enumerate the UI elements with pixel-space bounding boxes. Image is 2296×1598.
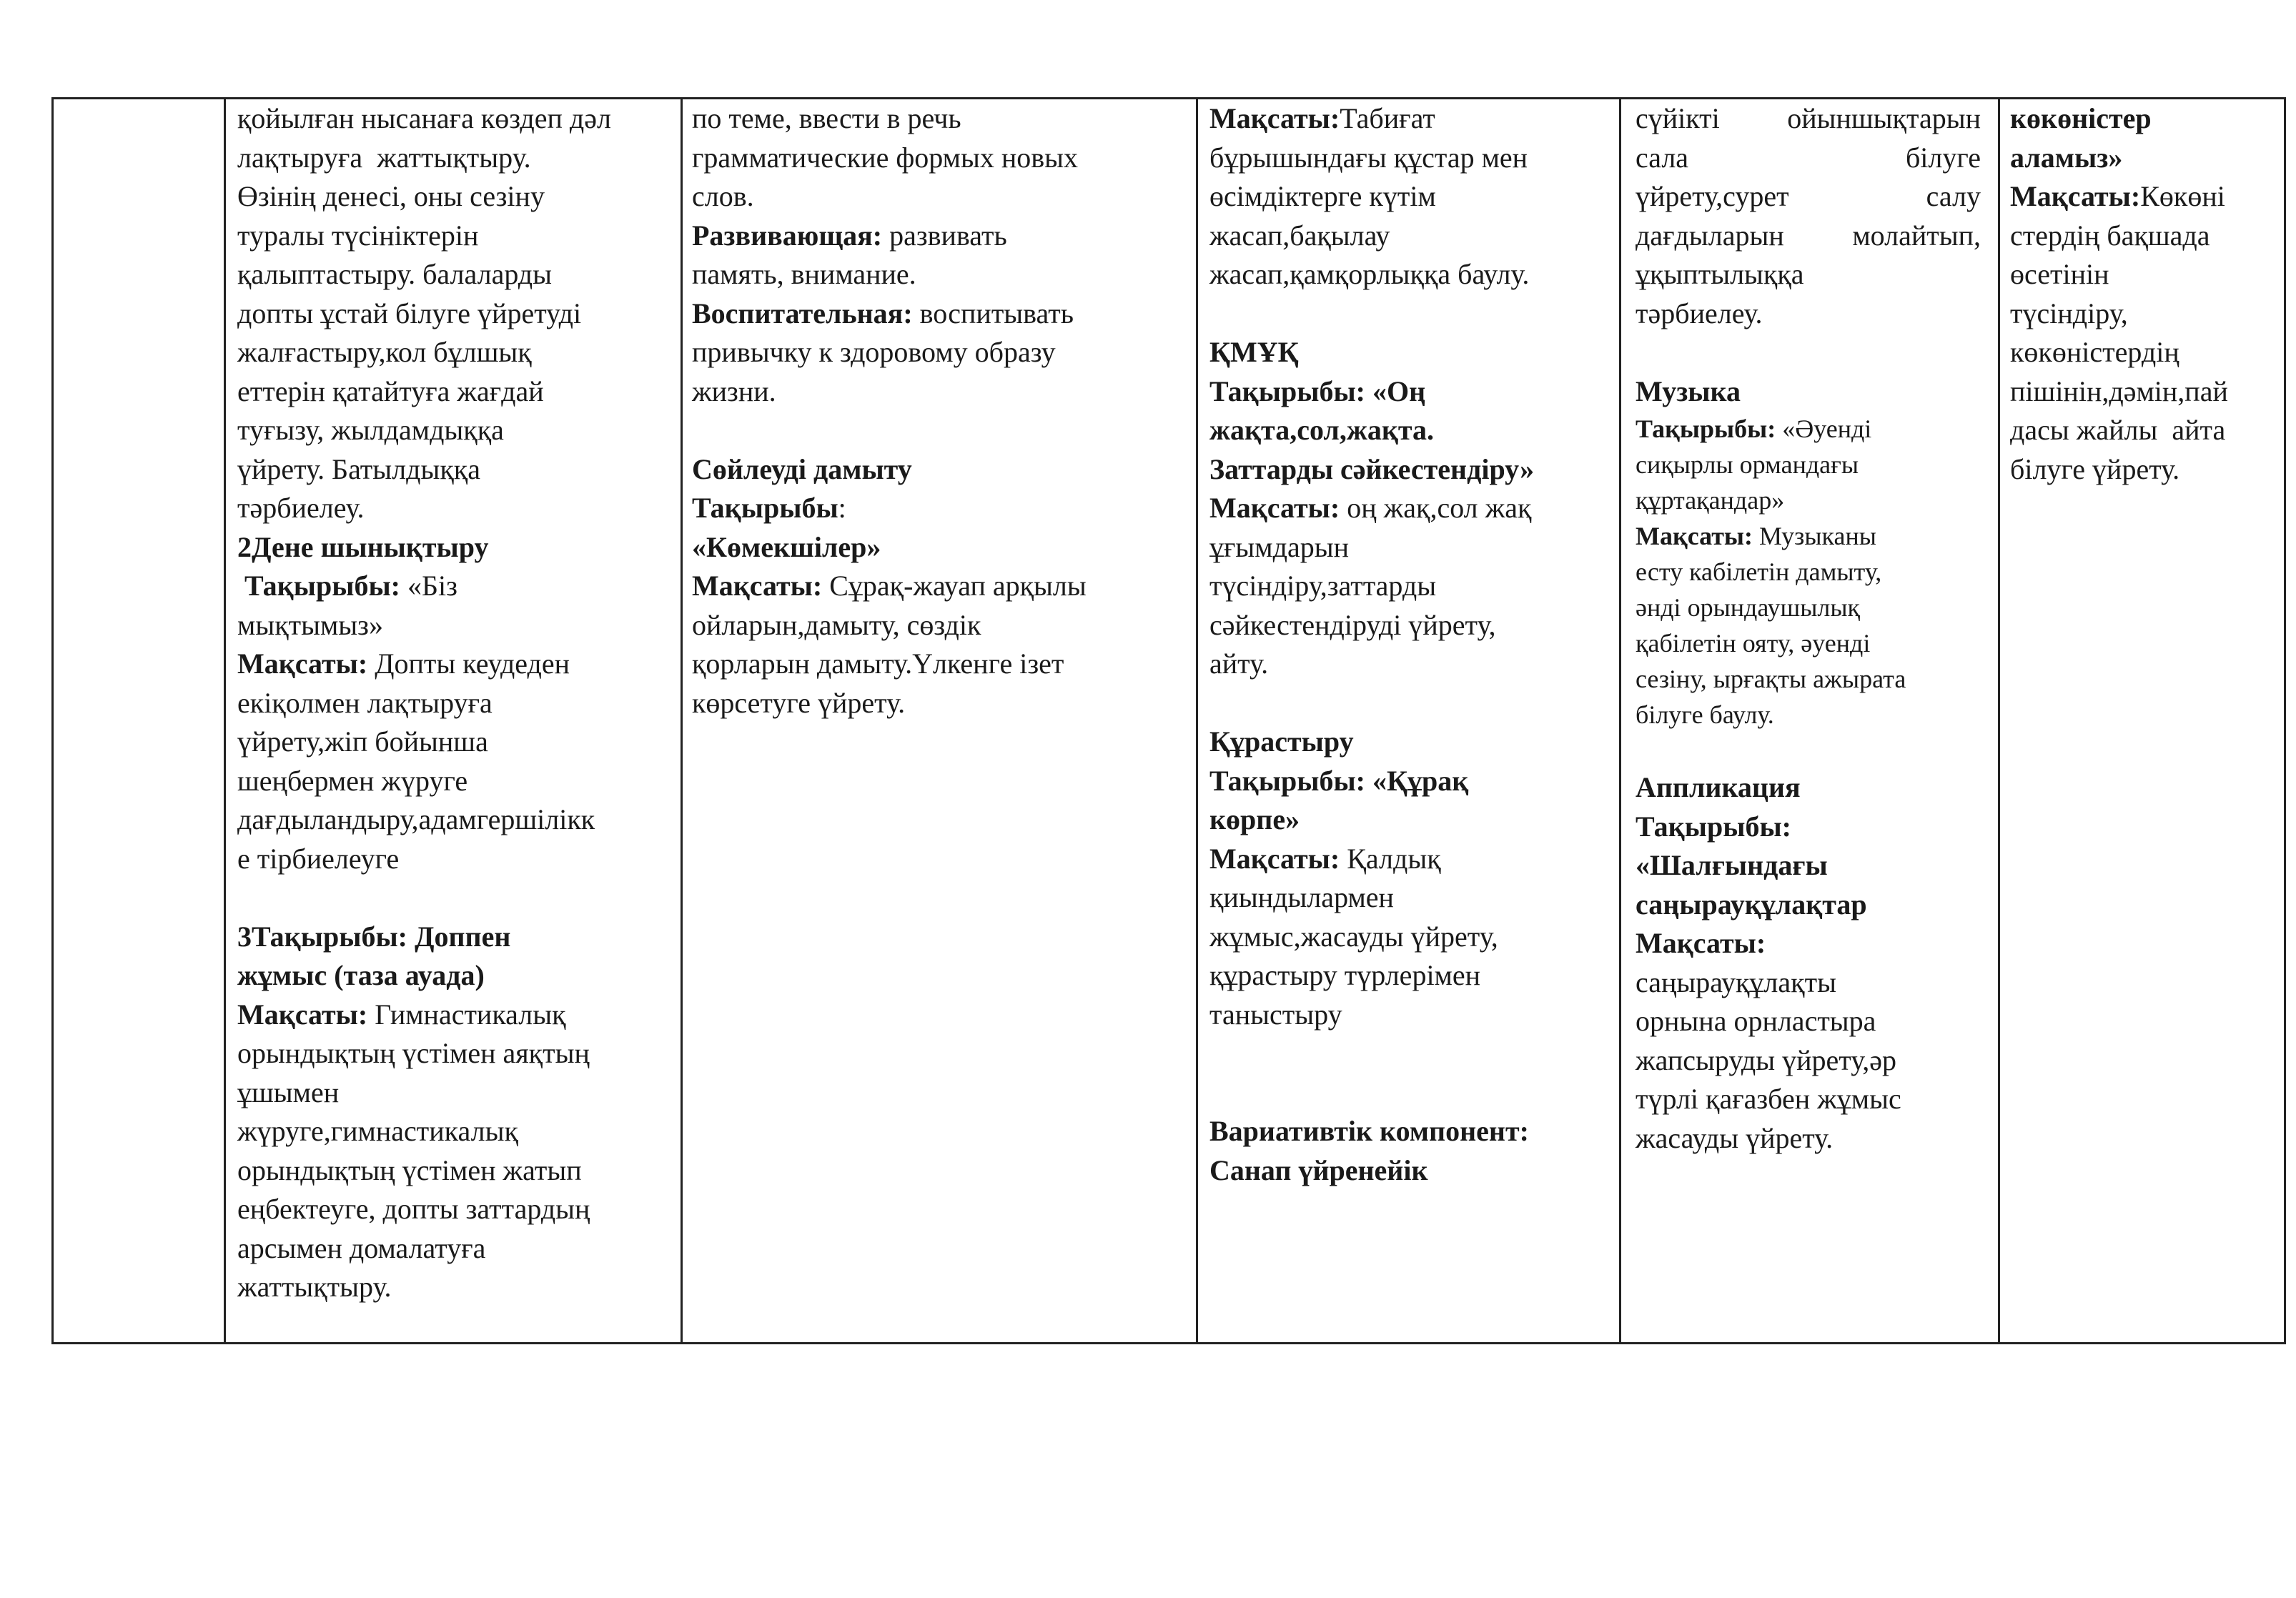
text-line [2010,217,2282,256]
text-line [237,956,677,996]
text-line [1209,762,1617,801]
bold-label: Воспитательная: [692,297,920,329]
text-line [237,217,677,256]
text-line [237,372,677,412]
text-line [692,99,1192,139]
bold-label: аламыз» [2010,141,2123,174]
body-text: әнді орындаушылық [1636,593,1861,622]
text-line [1209,1034,1617,1073]
text-line [2010,450,2282,490]
column-divider [224,97,226,1344]
body-text: грамматические формых новых [692,141,1078,174]
body-text: мықтымыз» [237,608,383,641]
text-line [1636,1041,1981,1081]
body-text: память, внимание. [692,258,916,290]
body-text: жұмыс,жасауды үйрету, [1209,920,1498,953]
body-text: құрастыру түрлерімен [1209,959,1481,991]
text-line [1636,768,1981,808]
body-text: оң жақ,сол жақ [1347,492,1532,524]
bold-label: 3Тақырыбы: Доппен [237,920,511,953]
text-line [1209,217,1617,256]
body-text: Табиғат [1340,102,1435,134]
table-cell-col-5 [1636,99,1981,1158]
bold-label: көкөністер [2010,102,2152,134]
text-line [237,255,677,294]
column-divider [1998,97,2000,1344]
body-text: Көкөні [2140,180,2225,212]
bold-label: Мақсаты: [237,647,375,680]
text-line [1209,800,1617,840]
text-line [1209,878,1617,918]
body-text: ұқыптылыққа [1636,258,1804,290]
text-line [1636,372,1981,412]
text-line [1636,447,1981,482]
body-text: сезіну, ырғақты ажырата [1636,665,1906,693]
text-line [1636,625,1981,661]
body-text: по теме, ввести в речь [692,102,961,134]
body-text: слов. [692,180,754,212]
text-line [2010,294,2282,334]
body-text: тәрбиелеу. [1636,297,1763,329]
text-line [237,567,677,606]
body-text: арсымен домалатуға [237,1231,486,1264]
text-line [1636,590,1981,625]
text-line [237,489,677,528]
text-line [692,684,1192,723]
column-divider [1196,97,1198,1344]
text-line [1636,661,1981,697]
text-line [1636,411,1981,447]
text-line [692,645,1192,684]
text-line [1636,924,1981,963]
body-text: Өзінің денесі, оны сезіну [237,180,545,212]
body-text: бұрышындағы құстар мен [1209,141,1528,174]
bold-label: Тақырыбы: «Оң [1209,374,1426,407]
body-text: еңбектеуге, допты заттардың [237,1193,590,1225]
body-text: қорларын дамыту.Үлкенге ізет [692,647,1064,680]
text-line [1209,450,1617,490]
body-text: екіқолмен лақтыруға [237,686,493,719]
bold-label: Тақырыбы: «Құрақ [1209,764,1469,797]
body-text: «Біз [407,570,457,602]
column-divider [1619,97,1621,1344]
text-line [692,333,1192,372]
body-text: білуге үйрету. [2010,452,2180,485]
text-line [237,411,677,450]
text-line [1209,684,1617,723]
body-text: үйрету,сурет салу [1636,180,1981,212]
text-line [1209,411,1617,450]
body-text: «Әуенді [1782,415,1872,443]
bold-label: Мақсаты: [1209,102,1340,134]
bold-label: жақта,сол,жақта. [1209,414,1435,446]
text-line [237,1151,677,1191]
body-text: жапсыруды үйрету,әр [1636,1043,1896,1076]
text-line [1636,177,1981,217]
text-line [237,840,677,879]
bold-label: Мақсаты: [2010,180,2141,212]
text-line [237,1073,677,1113]
bold-label: көрпе» [1209,803,1300,835]
text-line [1636,733,1981,768]
body-text: өсетінін [2010,258,2109,290]
text-line [2010,99,2282,139]
body-text: развивать [889,219,1007,252]
body-text: таныстыру [1209,998,1342,1031]
text-line [2010,333,2282,372]
text-line [692,411,1192,450]
text-line [237,878,677,918]
text-line [692,139,1192,178]
text-line [237,1268,677,1307]
text-line [2010,411,2282,450]
bold-label: Вариативтік компонент: [1209,1115,1529,1147]
text-line [1636,808,1981,847]
text-line [2010,255,2282,294]
text-line [237,1190,677,1229]
text-line [237,450,677,490]
text-line [692,255,1192,294]
text-line [1209,996,1617,1035]
body-text: воспитывать [919,297,1074,329]
text-line [1209,1073,1617,1113]
body-text: жалғастыру,кол бұлшық [237,336,532,368]
text-line [237,1229,677,1269]
body-text: сиқырлы ормандағы [1636,450,1859,479]
text-line [1209,606,1617,645]
text-line [1209,528,1617,567]
text-line [2010,372,2282,412]
body-text: стердің бақшада [2010,219,2210,252]
bold-label: Тақырыбы: [1636,810,1791,843]
body-text: допты ұстай білуге үйретуді [237,297,582,329]
body-text: сәйкестендіруді үйрету, [1209,608,1496,641]
text-line [1636,963,1981,1003]
body-text: түсіндіру, [2010,297,2128,329]
bold-label: Санап үйренейік [1209,1153,1428,1186]
text-line [237,294,677,334]
text-line [692,294,1192,334]
body-text: Гимнастикалық [375,998,566,1031]
text-line [1636,294,1981,334]
body-text: қалыптастыру. балаларды [237,258,553,290]
body-text: жаттықтыру. [237,1271,392,1303]
body-text: дағдыларын молайтып, [1636,219,1981,252]
bold-label: Мақсаты: [692,570,830,602]
body-text: пішінін,дәмін,пай [2010,374,2228,407]
bold-label: Заттарды сәйкестендіру» [1209,452,1535,485]
body-text: Қалдық [1347,842,1441,875]
bold-label: жұмыс (таза ауада) [237,959,485,991]
body-text: ұғымдарын [1209,530,1349,563]
table-cell-col-2 [237,99,677,1307]
body-text: сүйікті ойыншықтарын [1636,102,1981,134]
body-text: қойылған нысанаға көздеп дәл [237,102,611,134]
text-line [1636,333,1981,372]
body-text: лақтыруға жаттықтыру. [237,141,531,174]
body-text: орындықтың үстімен жатып [237,1153,582,1186]
body-text: үйрету,жіп бойынша [237,725,488,758]
text-line [692,489,1192,528]
body-text: құртақандар» [1636,486,1785,515]
bold-label: Тақырыбы: [237,570,407,602]
text-line [1636,1002,1981,1041]
body-text: дағдыландыру,адамгершілікк [237,803,595,835]
body-text: туралы түсініктерін [237,219,479,252]
bold-label: Мақсаты: [1636,522,1759,550]
body-text: үйрету. Батылдыққа [237,452,480,485]
bold-label: Развивающая: [692,219,890,252]
text-line [1209,372,1617,412]
column-divider [681,97,683,1344]
body-text: дасы жайлы айта [2010,414,2226,446]
text-line [692,217,1192,256]
text-line [1209,99,1617,139]
bold-label: «Шалғындағы [1636,849,1828,881]
text-line [692,372,1192,412]
bold-label: 2Дене шынықтыру [237,530,489,563]
bold-label: ҚМҰҚ [1209,336,1299,368]
body-text: көкөністердің [2010,336,2179,368]
body-text: : [838,492,846,524]
body-text: көрсетуге үйрету. [692,686,906,719]
text-line [1636,885,1981,925]
text-line [1636,139,1981,178]
text-line [1209,840,1617,879]
text-line [237,918,677,957]
body-text: Допты кеудеден [375,647,570,680]
body-text: тәрбиелеу. [237,492,365,524]
text-line [1209,1112,1617,1151]
body-text: шеңбермен жүруге [237,764,468,797]
body-text: есту кабілетін дамыту, [1636,557,1882,586]
text-line [1636,482,1981,518]
text-line [237,762,677,801]
text-line [1636,518,1981,554]
bold-label: Мақсаты: [1636,927,1766,959]
text-line [237,800,677,840]
body-text: привычку к здоровому образу [692,336,1056,368]
body-text: туғызу, жылдамдыққа [237,414,504,446]
body-text: өсімдіктерге күтім [1209,180,1436,212]
text-line [1209,177,1617,217]
body-text: түрлі қағазбен жұмыс [1636,1083,1901,1115]
text-line [237,333,677,372]
text-line [237,528,677,567]
body-text: қабілетін ояту, әуенді [1636,629,1871,657]
body-text: жасауды үйрету. [1636,1121,1834,1154]
text-line [1636,1119,1981,1158]
text-line [1209,294,1617,334]
bold-label: Тақырыбы: [1636,415,1783,443]
text-line [692,567,1192,606]
body-text: орындықтың үстімен аяқтың [237,1037,590,1069]
body-text: еттерін қатайтуға жағдай [237,374,544,407]
body-text: қиындылармен [1209,881,1394,913]
body-text: жизни. [692,374,776,407]
text-line [692,177,1192,217]
bold-label: Құрастыру [1209,725,1354,758]
text-line [237,99,677,139]
text-line [692,606,1192,645]
text-line [1636,255,1981,294]
text-line [237,1112,677,1151]
text-line [1209,333,1617,372]
bold-label: Музыка [1636,374,1741,407]
text-line [1209,1151,1617,1191]
text-line [237,177,677,217]
body-text: білуге баулу. [1636,700,1774,729]
bold-label: Мақсаты: [1209,492,1347,524]
bold-label: саңырауқұлақтар [1636,888,1867,920]
text-line [237,1034,677,1073]
body-text: е тірбиелеуге [237,842,400,875]
body-text: Сұрақ-жауап арқылы [829,570,1087,602]
text-line [237,996,677,1035]
table-cell-col-4 [1209,99,1617,1190]
text-line [1209,723,1617,762]
text-line [237,139,677,178]
bold-label: Мақсаты: [237,998,375,1031]
text-line [1209,645,1617,684]
body-text: түсіндіру,заттарды [1209,570,1437,602]
text-line [1636,554,1981,590]
text-line [237,684,677,723]
bold-label: «Көмекшілер» [692,530,881,563]
body-text: ойларын,дамыту, сөздік [692,608,981,641]
text-line [1209,489,1617,528]
bold-label: Аппликация [1636,771,1801,803]
text-line [237,606,677,645]
text-line [692,528,1192,567]
text-line [1209,255,1617,294]
text-line [1209,567,1617,606]
body-text: жүруге,гимнастикалық [237,1115,518,1147]
text-line [2010,177,2282,217]
body-text: айту. [1209,647,1269,680]
text-line [1209,918,1617,957]
body-text: жасап,бақылау [1209,219,1390,252]
table-cell-col-6 [2010,99,2282,489]
bold-label: Тақырыбы [692,492,838,524]
text-line [1209,956,1617,996]
text-line [1636,217,1981,256]
text-line [237,723,677,762]
bold-label: Сөйлеуді дамыту [692,452,912,485]
body-text: ұшымен [237,1076,340,1108]
text-line [1209,139,1617,178]
text-line [1636,99,1981,139]
bold-label: Мақсаты: [1209,842,1347,875]
body-text: орнына орнластыра [1636,1005,1876,1037]
text-line [1636,1080,1981,1119]
text-line [1636,697,1981,733]
text-line [1636,846,1981,885]
body-text: сала білуге [1636,141,1981,174]
body-text: Музыканы [1759,522,1876,550]
text-line [2010,139,2282,178]
text-line [237,645,677,684]
table-cell-col-3 [692,99,1192,723]
text-line [692,450,1192,490]
body-text: жасап,қамқорлыққа баулу. [1209,258,1530,290]
body-text: саңырауқұлақты [1636,966,1836,998]
